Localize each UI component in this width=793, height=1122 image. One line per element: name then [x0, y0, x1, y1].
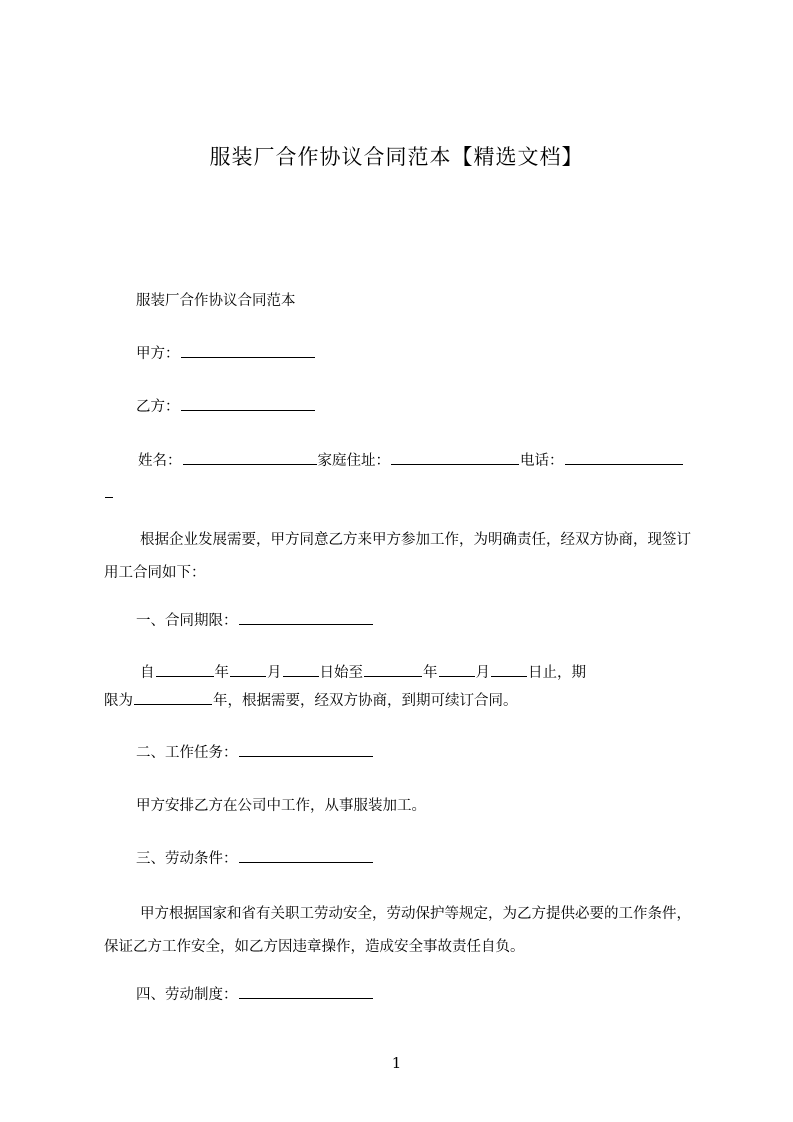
- name-label: 姓名：: [138, 453, 182, 469]
- document-title: 服装厂合作协议合同范本【精选文档】: [209, 145, 584, 169]
- end-year-blank: [364, 675, 422, 677]
- phone-label: 电话：: [520, 453, 564, 469]
- party-b-label: 乙方：: [136, 399, 180, 415]
- party-a-line: [136, 338, 736, 371]
- contact-line: [138, 445, 738, 478]
- term-limit-blank: [134, 703, 212, 705]
- page-number: 1: [391, 1054, 402, 1072]
- end-day-blank: [491, 675, 527, 677]
- section2-heading: 二、工作任务：: [136, 745, 238, 761]
- end-year-label: 年: [423, 665, 438, 681]
- document-subtitle: 服装厂合作协议合同范本: [136, 293, 296, 309]
- section3-heading: 三、劳动条件：: [136, 851, 238, 867]
- section1-blank: [239, 623, 373, 625]
- phone-blank-overflow: [105, 496, 113, 498]
- address-blank: [391, 463, 519, 465]
- party-a-label: 甲方：: [136, 346, 180, 362]
- section4-heading: 四、劳动制度：: [136, 987, 238, 1003]
- end-day-label: 日止，期: [528, 665, 586, 681]
- address-label: 家庭住址：: [317, 453, 390, 469]
- section4-blank: [239, 997, 373, 999]
- section1-heading: 一、合同期限：: [136, 613, 238, 629]
- name-blank: [183, 463, 317, 465]
- party-a-blank: [181, 356, 315, 358]
- start-day-blank: [283, 675, 319, 677]
- section3-body: 甲方根据国家和省有关职工劳动安全，劳动保护等规定，为乙方提供必要的工作条件，保证乙方工作安全，如乙方因违章操作，造成安全事故责任自负。: [104, 906, 691, 955]
- phone-blank: [565, 463, 683, 465]
- section4-heading-line: [136, 979, 736, 1012]
- start-month-blank: [230, 675, 266, 677]
- section2-body: 甲方安排乙方在公司中工作，从事服装加工。: [136, 798, 426, 814]
- end-month-blank: [439, 675, 475, 677]
- start-year-blank: [156, 675, 214, 677]
- start-day-label: 日始至: [319, 665, 363, 681]
- term-line-2: [104, 685, 704, 718]
- section3-heading-line: [136, 843, 736, 876]
- section1-heading-line: [136, 605, 736, 638]
- end-month-label: 月: [475, 665, 490, 681]
- party-b-blank: [181, 409, 315, 411]
- section3-blank: [239, 861, 373, 863]
- start-year-label: 年: [214, 665, 229, 681]
- term-tail: 年，根据需要，经双方协商，到期可续订合同。: [213, 693, 518, 709]
- term-limit-label: 限为: [104, 693, 133, 709]
- section2-blank: [239, 755, 373, 757]
- term-from: 自: [140, 665, 155, 681]
- start-month-label: 月: [267, 665, 282, 681]
- party-b-line: [136, 391, 736, 424]
- section2-heading-line: [136, 737, 736, 770]
- intro-paragraph: 根据企业发展需要，甲方同意乙方来甲方参加工作，为明确责任，经双方协商，现签订用工合同如下：: [104, 532, 691, 581]
